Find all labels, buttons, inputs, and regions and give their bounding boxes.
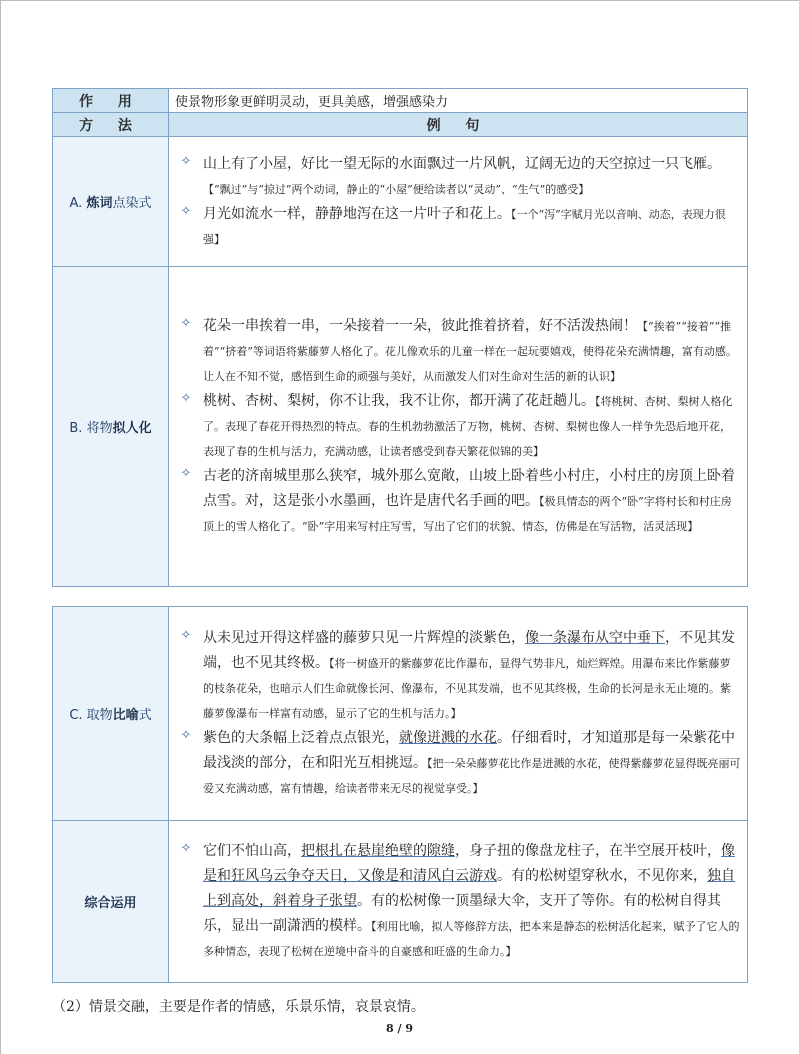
example-item xyxy=(169,202,741,252)
example-sentence: 山上有了小屋，好比一望无际的水面飘过一片风帆，辽阔无边的天空掠过一只飞雁。 xyxy=(203,155,721,172)
purpose-text: 使景物形象更鲜明灵动，更具美感，增强感染力 xyxy=(169,89,748,113)
example-item: ✧ 紫色的大条幅上泛着点点银光，就像迸溅的水花。仔细看时，才知道那是每一朵紫花中最浅淡的部分，在和阳光互相挑逗。【把一朵朵藤萝花比作是迸溅的水花，使得紫藤萝花显得既亮丽可爱又充满动感，富有情趣，给读者带来无尽的视觉享受。】 xyxy=(169,726,741,801)
example-note: 【“飘过”与“掠过”两个动词，静止的“小屋”便给读者以“灵动”、“生气”的感受】 xyxy=(203,182,590,196)
page-number: 8 / 9 xyxy=(386,1022,413,1035)
bullet-icon: ✧ xyxy=(180,841,192,856)
rhetoric-table-1 xyxy=(52,88,748,587)
example-note: 【利用比喻，拟人等修辞方法，把本来是静态的松树活化起来，赋予了它人的多种情态，表现了松树在逆境中奋斗的自豪感和旺盛的生命力。】 xyxy=(203,920,740,958)
example-note: 【“挨着”“接着”“推着”“挤着”等词语将紫藤萝人格化了。花儿像欢乐的儿童一样在一起玩要嬉戏，使得花朵充满情趣，富有动感。让人在不知不觉，感悟到生命的顽强与美好，从而激发人们对生命对生活的新的认识】 xyxy=(203,320,737,383)
example-note: 【将桃树、杏树、梨树人格化了。表现了春花开得热烈的特点。春的生机勃勃激活了万物，桃树、杏树、梨树也像人一样争先恐后地开花，表现了春的生机与活力，充满动感，让读者感受到春天繁花似锦的美】 xyxy=(203,395,733,458)
example-sentence: 古老的济南城里那么狭窄，城外那么宽敞，山坡上卧着些小村庄，小村庄的房顶上卧着点雪。对，这是张小水墨画，也许是唐代名手画的吧。 xyxy=(203,468,735,509)
example-sentence: 月光如流水一样，静静地泻在这一片叶子和花上。 xyxy=(203,205,511,222)
bullet-icon: ✧ xyxy=(180,203,192,219)
page-border xyxy=(0,0,799,1)
footer-paragraph: （2）情景交融，主要是作者的情感，乐景乐情，哀景哀情。 xyxy=(52,999,425,1015)
example-sentence: 桃树、杏树、梨树，你不让我，我不让你，都开满了花赶趟儿。 xyxy=(203,393,595,409)
example-item: ✧ 从未见过开得这样盛的藤萝只见一片辉煌的淡紫色，像一条瀑布从空中垂下，不见其发端，也不见其终极。【将一树盛开的紫藤萝花比作瀑布，显得气势非凡，灿烂辉煌。用瀑布来比作紫藤萝的枝条花朵，也暗示人们生命就像长河、像瀑布，不见其发端，也不见其终极，生命的长河是永无止境的。紫藤萝像瀑布一样富有动感，显示了它的生机与活力。】 xyxy=(169,626,741,726)
example-item xyxy=(169,389,741,464)
example-note: 【一个“泻”字赋月光以音响、动态，表现力很强】 xyxy=(203,207,726,246)
method-header: 方 法 xyxy=(53,113,169,137)
example-item xyxy=(169,464,741,539)
bullet-icon: ✧ xyxy=(180,316,192,331)
example-note: 【把一朵朵藤萝花比作是迸溅的水花，使得紫藤萝花显得既亮丽可爱又充满动感，富有情趣，给读者带来无尽的视觉享受。】 xyxy=(203,757,741,795)
example-note: 【极具情态的两个“卧”字将村长和村庄房顶上的雪人格化了。“卧”字用来写村庄写雪，写出了它们的状貌、情态，仿佛是在写活物，活灵活现】 xyxy=(203,495,732,533)
examples-comprehensive xyxy=(169,821,748,983)
bullet-icon: ✧ xyxy=(180,153,192,169)
purpose-label: 作 用 xyxy=(53,89,169,113)
bullet-icon: ✧ xyxy=(180,628,192,643)
example-header: 例 句 xyxy=(169,113,748,137)
rhetoric-table-2 xyxy=(52,606,748,983)
method-c: C. 取物比喻式 xyxy=(53,607,169,821)
bullet-icon: ✧ xyxy=(180,391,192,406)
method-b: B. 将物拟人化 xyxy=(53,267,169,587)
example-note: 【将一树盛开的紫藤萝花比作瀑布，显得气势非凡，灿烂辉煌。用瀑布来比作紫藤萝的枝条花朵，也暗示人们生命就像长河、像瀑布，不见其发端，也不见其终极，生命的长河是永无止境的。紫藤萝像瀑布一样富有动感，显示了它的生机与活力。】 xyxy=(203,657,731,720)
examples-b xyxy=(169,267,748,587)
example-item xyxy=(169,152,741,202)
example-item: ✧ 它们不怕山高，把根扎在悬崖绝壁的隙缝，身子扭的像盘龙柱子，在半空展开枝叶，像是和狂风乌云争夺天日，又像是和清风白云游戏。有的松树望穿秋水，不见你来，独自上到高处，斜着身子张望。有的松树像一顶墨绿大伞，支开了等你。有的松树自得其乐，显出一副潇洒的模样。【利用比喻，拟人等修辞方法，把本来是静态的松树活化起来，赋予了它人的多种情态，表现了松树在逆境中奋斗的自豪感和旺盛的生命力。】 xyxy=(169,839,741,964)
bullet-icon: ✧ xyxy=(180,466,192,481)
simile-underline: 就像迸溅的水花 xyxy=(399,730,497,746)
example-item xyxy=(169,314,741,389)
examples-a xyxy=(169,137,748,267)
simile-underline: 像一条瀑布从空中垂下 xyxy=(525,630,665,646)
bullet-icon: ✧ xyxy=(180,728,192,743)
page-border-left xyxy=(0,0,1,1054)
example-sentence: 花朵一串挨着一串，一朵接着一一朵，彼此推着挤着，好不活泼热闹！ xyxy=(203,318,637,334)
method-comprehensive: 综合运用 xyxy=(53,821,169,983)
method-a: A. 炼词点染式 xyxy=(53,137,169,267)
examples-c xyxy=(169,607,748,821)
